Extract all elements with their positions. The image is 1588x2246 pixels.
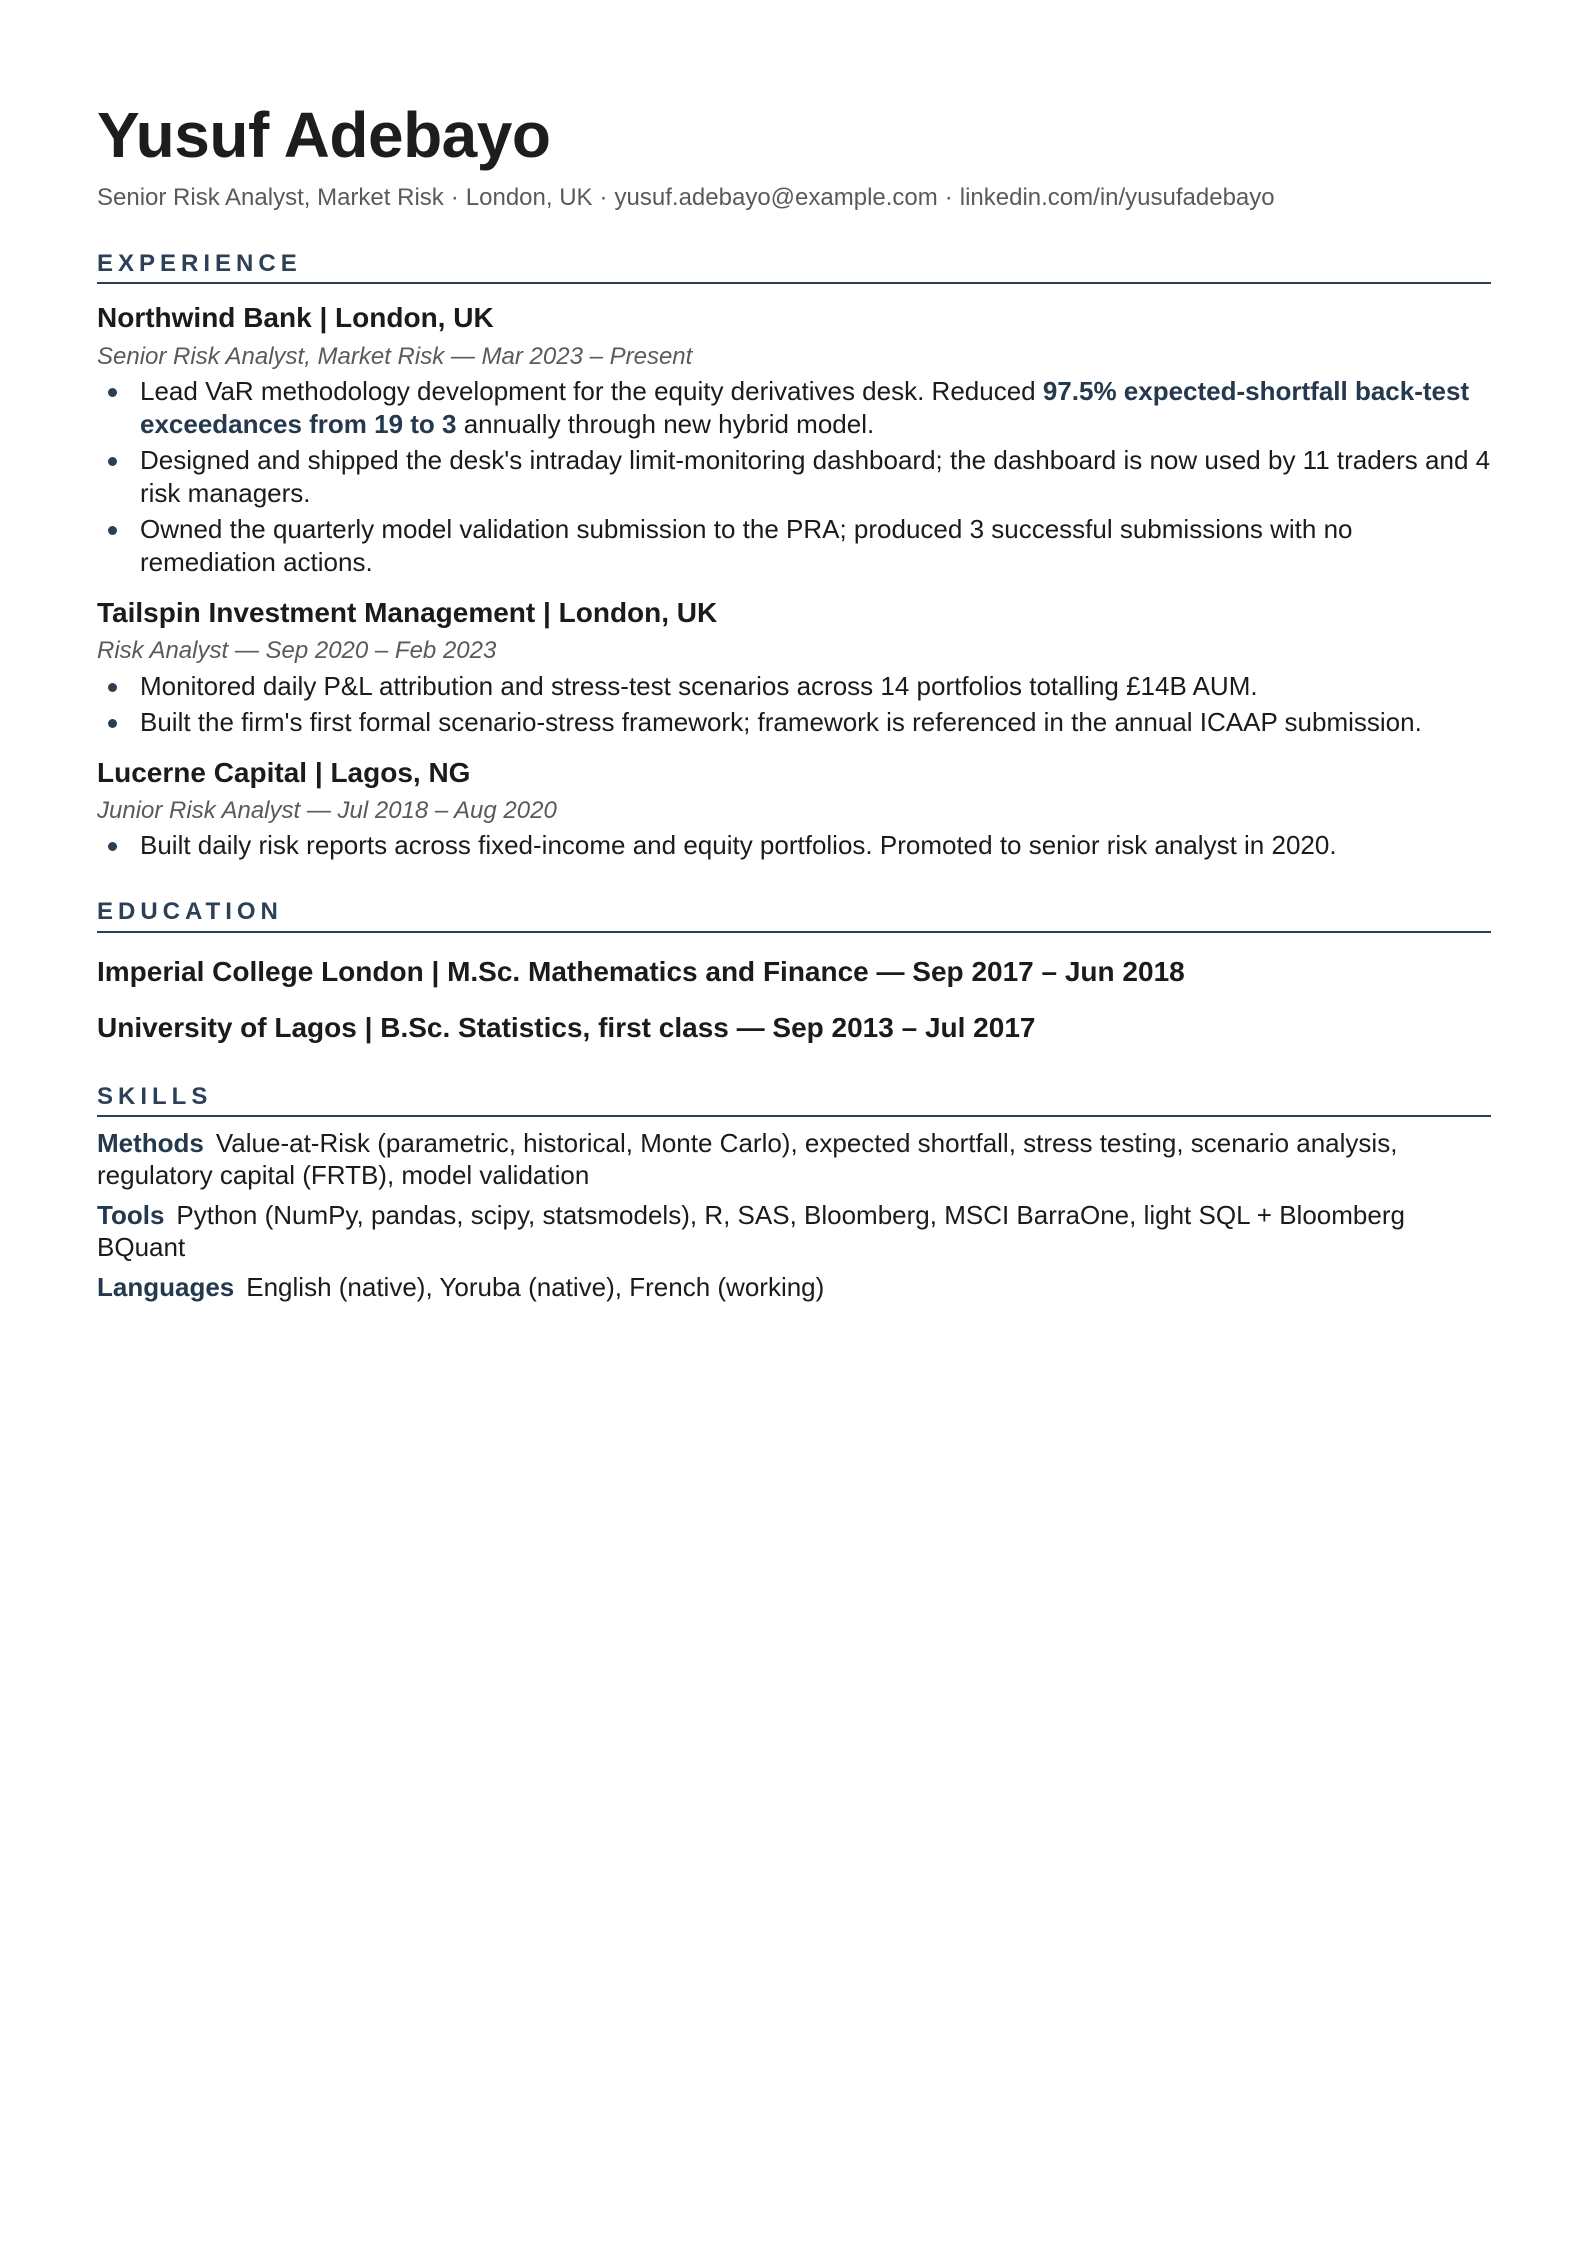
candidate-name: Yusuf Adebayo bbox=[97, 99, 551, 171]
job-role-dates: Risk Analyst — Sep 2020 – Feb 2023 bbox=[97, 637, 497, 665]
bullet-text: Designed and shipped the desk's intraday limit-monitoring dashboard; the dashboard is now used by 11 traders and 4 risk managers. bbox=[140, 444, 1491, 508]
skill-value: Value-at-Risk (parametric, historical, Monte Carlo), expected shortfall, stress testing, scenario analysis, regulatory capital (FRTB), model validation bbox=[97, 1128, 1398, 1191]
skill-row-languages bbox=[97, 1271, 1491, 1303]
job-title: Lucerne Capital | Lagos, NG bbox=[97, 756, 471, 788]
job-title: Northwind Bank | London, UK bbox=[97, 302, 494, 334]
experience-heading: EXPERIENCE bbox=[97, 250, 1491, 285]
bullet-item bbox=[97, 706, 1491, 739]
skills-section bbox=[97, 1083, 1491, 1304]
job-entry bbox=[97, 595, 1491, 739]
job-entry bbox=[97, 755, 1491, 863]
skills-heading: SKILLS bbox=[97, 1083, 1491, 1118]
skill-value: English (native), Yoruba (native), French (working) bbox=[246, 1272, 825, 1303]
skill-value: Python (NumPy, pandas, scipy, statsmodels), R, SAS, Bloomberg, MSCI BarraOne, light SQL + Bloomberg BQuant bbox=[97, 1200, 1405, 1263]
job-entry bbox=[97, 300, 1491, 579]
bullet-text: Lead VaR methodology development for the equity derivatives desk. Reduced bbox=[140, 375, 1043, 406]
education-entry: Imperial College London | M.Sc. Mathematics and Finance — Sep 2017 – Jun 2018 bbox=[97, 955, 1185, 987]
contact-title: Senior Risk Analyst, Market Risk bbox=[97, 184, 444, 212]
bullet-item bbox=[97, 670, 1491, 703]
contact-separator: · bbox=[450, 184, 459, 212]
job-bullets bbox=[97, 375, 1491, 579]
contact-line bbox=[97, 182, 1491, 213]
bullet-item bbox=[97, 829, 1491, 862]
contact-separator: · bbox=[599, 184, 608, 212]
job-title: Tailspin Investment Management | London, UK bbox=[97, 596, 718, 628]
job-bullets bbox=[97, 829, 1491, 862]
skill-row-methods bbox=[97, 1127, 1491, 1191]
experience-section bbox=[97, 250, 1491, 863]
resume-header bbox=[97, 100, 1491, 214]
job-bullets bbox=[97, 670, 1491, 739]
skill-label: Tools bbox=[97, 1200, 165, 1231]
education-heading: EDUCATION bbox=[97, 898, 1491, 933]
education-section bbox=[97, 898, 1491, 1047]
bullet-text: Owned the quarterly model validation submission to the PRA; produced 3 successful submissions with no remediation actions. bbox=[140, 513, 1353, 577]
bullet-text: Built the firm's first formal scenario-stress framework; framework is referenced in the annual ICAAP submission. bbox=[140, 706, 1422, 737]
contact-linkedin[interactable]: linkedin.com/in/yusufadebayo bbox=[959, 184, 1275, 212]
job-role-dates: Senior Risk Analyst, Market Risk — Mar 2023 – Present bbox=[97, 342, 693, 370]
contact-location: London, UK bbox=[465, 184, 593, 212]
bullet-text: Monitored daily P&L attribution and stress-test scenarios across 14 portfolios totalling £14B AUM. bbox=[140, 670, 1258, 701]
bullet-item bbox=[97, 375, 1491, 441]
skill-label: Methods bbox=[97, 1128, 204, 1159]
bullet-highlight: 97.5% expected-shortfall back-test exceedances from 19 to 3 bbox=[140, 375, 1470, 439]
skill-label: Languages bbox=[97, 1272, 235, 1303]
bullet-text: Built daily risk reports across fixed-income and equity portfolios. Promoted to senior risk analyst in 2020. bbox=[140, 830, 1337, 861]
education-entry: University of Lagos | B.Sc. Statistics, first class — Sep 2013 – Jul 2017 bbox=[97, 1012, 1036, 1044]
bullet-item bbox=[97, 444, 1491, 510]
job-role-dates: Junior Risk Analyst — Jul 2018 – Aug 2020 bbox=[97, 796, 557, 824]
contact-email[interactable]: yusuf.adebayo@example.com bbox=[614, 184, 938, 212]
bullet-text: annually through new hybrid model. bbox=[456, 408, 875, 439]
bullet-item bbox=[97, 513, 1491, 579]
contact-separator: · bbox=[944, 184, 953, 212]
skill-row-tools bbox=[97, 1199, 1491, 1263]
